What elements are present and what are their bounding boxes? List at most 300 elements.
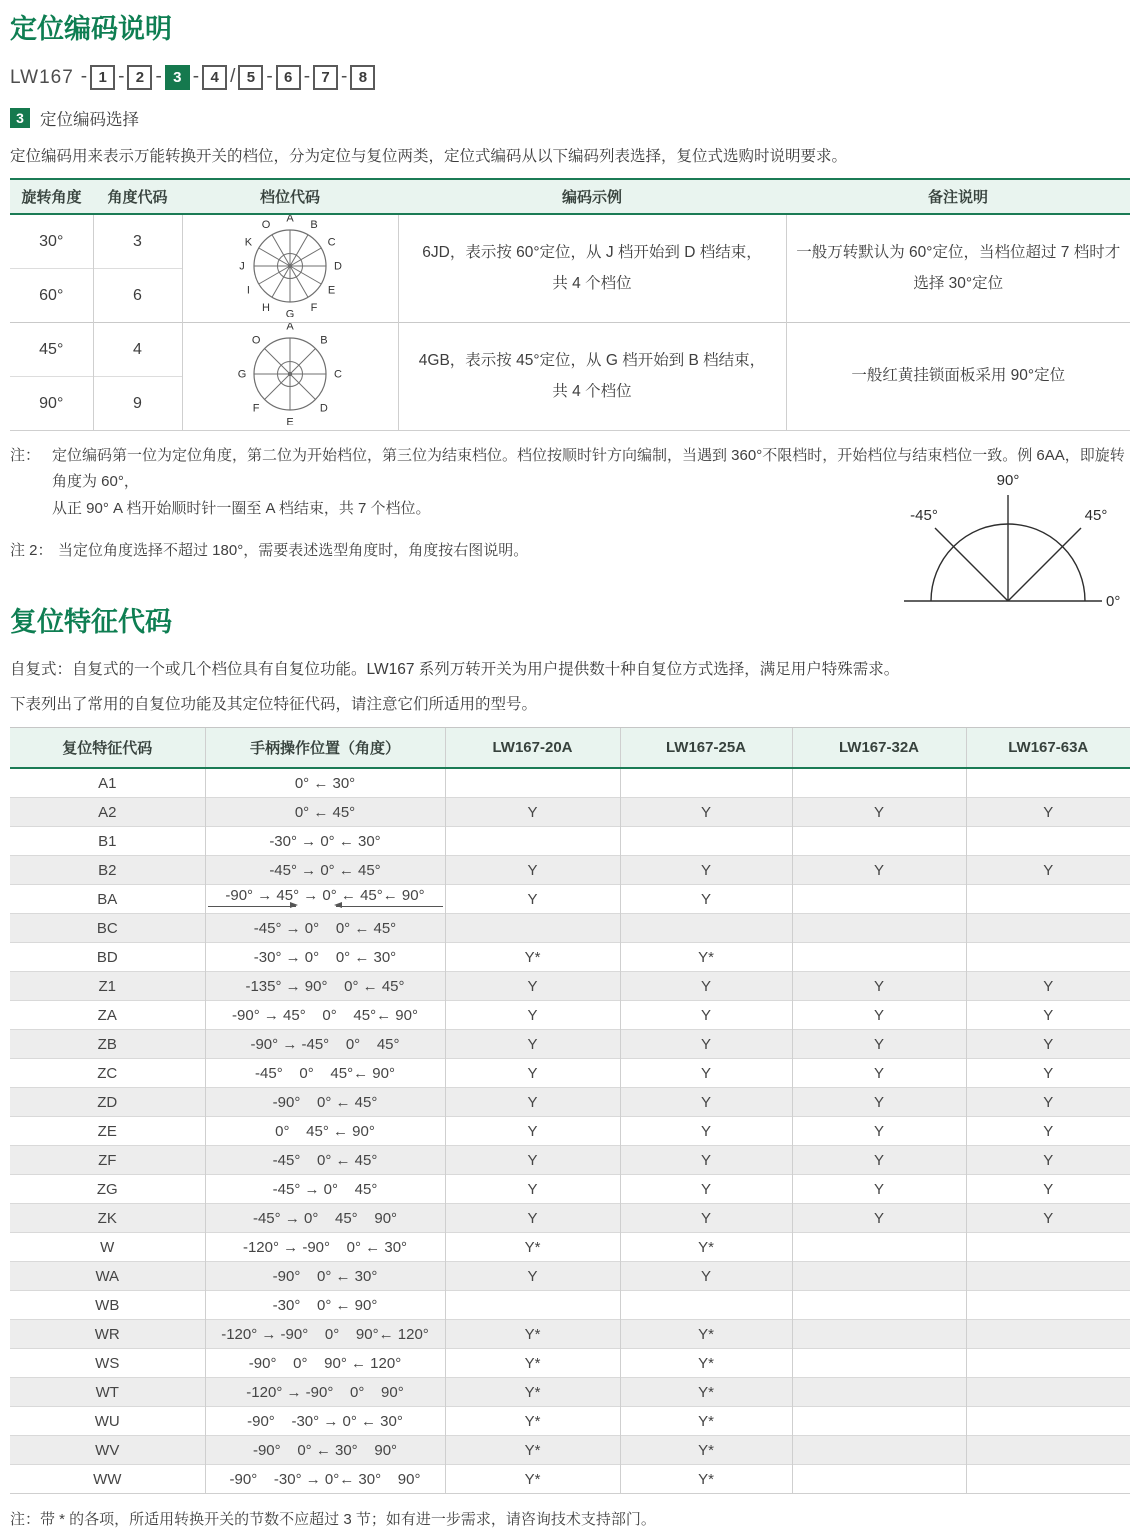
remark-line: 选择 30°定位 bbox=[913, 274, 1004, 292]
model-availability-cell: Y bbox=[620, 885, 792, 914]
reset-code-cell: ZF bbox=[10, 1146, 205, 1175]
model-availability-cell: Y bbox=[792, 1146, 966, 1175]
svg-text:O: O bbox=[251, 334, 261, 347]
table-row bbox=[10, 943, 1130, 972]
model-availability-cell bbox=[792, 1349, 966, 1378]
model-availability-cell: Y bbox=[792, 1175, 966, 1204]
model-availability-cell: Y bbox=[966, 1175, 1130, 1204]
model-availability-cell: Y* bbox=[620, 1349, 792, 1378]
angle-label-90: 90° bbox=[996, 472, 1020, 490]
reset-code-cell: A2 bbox=[10, 798, 205, 827]
model-availability-cell: Y* bbox=[445, 1407, 620, 1436]
model-availability-cell bbox=[792, 1262, 966, 1291]
notes-area bbox=[10, 443, 1130, 611]
model-availability-cell: Y bbox=[445, 1001, 620, 1030]
model-availability-cell bbox=[792, 1407, 966, 1436]
model-availability-cell bbox=[792, 827, 966, 856]
table-row bbox=[10, 885, 1130, 914]
model-availability-cell: Y bbox=[620, 972, 792, 1001]
model-availability-cell: Y bbox=[792, 972, 966, 1001]
model-availability-cell: Y* bbox=[445, 1233, 620, 1262]
left-arrow-icon bbox=[336, 906, 443, 907]
angle-label-0: 0° bbox=[1106, 593, 1121, 611]
model-availability-cell bbox=[966, 1465, 1130, 1494]
model-availability-cell bbox=[620, 914, 792, 943]
model-availability-cell bbox=[620, 768, 792, 798]
handle-position: 0° ← 30° bbox=[294, 774, 356, 792]
example-line: 共 4 个档位 bbox=[552, 274, 632, 292]
section2-paragraph: 自复式：自复式的一个或几个档位具有自复位功能。LW167 系列万转开关为用户提供数十种自复位方式选择，满足用户特殊需求。 bbox=[10, 661, 900, 679]
handle-position: -90° -30° → 0°← 30° 90° bbox=[229, 1470, 421, 1488]
column-header: LW167-63A bbox=[966, 728, 1130, 769]
code-box: 5 bbox=[238, 65, 263, 90]
model-availability-cell: Y bbox=[445, 1088, 620, 1117]
reset-code-cell: ZE bbox=[10, 1117, 205, 1146]
model-availability-cell: Y bbox=[445, 1204, 620, 1233]
model-availability-cell: Y* bbox=[620, 1465, 792, 1494]
reset-feature-code-table bbox=[10, 727, 1130, 1494]
model-availability-cell: Y bbox=[792, 1204, 966, 1233]
model-availability-cell: Y* bbox=[445, 1320, 620, 1349]
svg-text:E: E bbox=[327, 284, 336, 297]
angle-reference-diagram bbox=[898, 465, 1130, 623]
model-availability-cell bbox=[966, 1233, 1130, 1262]
model-availability-cell: Y* bbox=[620, 1320, 792, 1349]
model-availability-cell: Y bbox=[792, 1059, 966, 1088]
model-availability-cell bbox=[966, 827, 1130, 856]
model-availability-cell: Y bbox=[620, 1204, 792, 1233]
svg-text:E: E bbox=[286, 416, 294, 426]
reset-code-cell: ZC bbox=[10, 1059, 205, 1088]
code-separator: - bbox=[80, 66, 88, 88]
table-row bbox=[10, 914, 1130, 943]
column-header: 旋转角度 bbox=[10, 179, 93, 214]
svg-text:G: G bbox=[237, 368, 247, 381]
model-availability-cell: Y bbox=[445, 1117, 620, 1146]
model-availability-cell: Y bbox=[445, 885, 620, 914]
note-text: 当定位角度选择不超过 180°，需要表述选型角度时，角度按右图说明。 bbox=[58, 541, 529, 559]
remark-cell bbox=[786, 323, 1130, 431]
table-row bbox=[10, 214, 1130, 269]
model-availability-cell bbox=[966, 768, 1130, 798]
model-availability-cell: Y bbox=[620, 798, 792, 827]
handle-position: -90° → 45° 0° 45°← 90° bbox=[232, 1006, 418, 1024]
position-cell bbox=[205, 1436, 445, 1465]
model-availability-cell: Y bbox=[445, 798, 620, 827]
model-availability-cell: Y bbox=[445, 1030, 620, 1059]
dial-cell bbox=[182, 214, 398, 323]
model-availability-cell: Y bbox=[792, 856, 966, 885]
position-cell bbox=[205, 768, 445, 798]
table-row bbox=[10, 1378, 1130, 1407]
position-cell bbox=[205, 914, 445, 943]
model-availability-cell: Y bbox=[966, 972, 1130, 1001]
table-row bbox=[10, 1030, 1130, 1059]
model-availability-cell: Y bbox=[445, 972, 620, 1001]
model-availability-cell: Y bbox=[966, 856, 1130, 885]
handle-position: -45° → 0° ← 45° bbox=[269, 861, 381, 879]
example-line: 6JD，表示按 60°定位，从 J 档开始到 D 档结束， bbox=[422, 244, 762, 262]
reset-code-cell: WW bbox=[10, 1465, 205, 1494]
model-availability-cell bbox=[966, 1407, 1130, 1436]
code-separator: / bbox=[230, 66, 236, 88]
table-row bbox=[10, 798, 1130, 827]
model-availability-cell bbox=[966, 885, 1130, 914]
model-availability-cell: Y bbox=[966, 1146, 1130, 1175]
right-arrow-icon bbox=[208, 906, 297, 907]
table-row bbox=[10, 972, 1130, 1001]
svg-text:D: D bbox=[319, 402, 328, 415]
model-availability-cell: Y* bbox=[445, 1349, 620, 1378]
model-availability-cell: Y bbox=[966, 1030, 1130, 1059]
model-availability-cell bbox=[966, 1436, 1130, 1465]
code-box: 7 bbox=[313, 65, 338, 90]
svg-text:A: A bbox=[286, 215, 294, 225]
dial-cell bbox=[182, 323, 398, 431]
handle-position: -120° → -90° 0° 90°← 120° bbox=[221, 1325, 429, 1343]
angle-label-neg45: -45° bbox=[910, 507, 938, 525]
gear-position-dial-12 bbox=[183, 215, 398, 322]
column-header: 编码示例 bbox=[398, 179, 786, 214]
handle-position: -90° → 45° → 0° ← 45°← 90° bbox=[225, 887, 425, 905]
position-cell bbox=[205, 798, 445, 827]
position-cell bbox=[205, 1059, 445, 1088]
code-separator: - bbox=[155, 66, 162, 88]
code-separator: - bbox=[266, 66, 273, 88]
reset-code-cell: WA bbox=[10, 1262, 205, 1291]
table-row bbox=[10, 1465, 1130, 1494]
model-availability-cell: Y bbox=[445, 1262, 620, 1291]
handle-position: -90° 0° 90° ← 120° bbox=[248, 1354, 402, 1372]
model-availability-cell bbox=[792, 914, 966, 943]
code-box: 8 bbox=[350, 65, 375, 90]
svg-text:D: D bbox=[334, 260, 342, 273]
model-availability-cell bbox=[445, 768, 620, 798]
handle-position: -90° 0° ← 30° 90° bbox=[252, 1441, 398, 1459]
svg-text:F: F bbox=[310, 302, 318, 315]
table-row bbox=[10, 1204, 1130, 1233]
note-line: 定位编码第一位为定位角度，第二位为开始档位，第三位为结束档位。档位按顺时针方向编制，当遇到 360°不限档时，开始档位与结束档位一致。例 6AA，即旋转角度为 60°， bbox=[52, 447, 1125, 491]
table-row bbox=[10, 1262, 1130, 1291]
handle-position: -135° → 90° 0° ← 45° bbox=[245, 977, 405, 995]
model-availability-cell bbox=[792, 1465, 966, 1494]
reset-code-cell: WR bbox=[10, 1320, 205, 1349]
section-badge-line bbox=[10, 106, 1130, 130]
table-row bbox=[10, 1059, 1130, 1088]
code-separator: - bbox=[341, 66, 348, 88]
table-row bbox=[10, 768, 1130, 798]
svg-text:C: C bbox=[334, 368, 342, 381]
model-availability-cell bbox=[792, 1378, 966, 1407]
table-row bbox=[10, 1146, 1130, 1175]
model-availability-cell bbox=[792, 885, 966, 914]
table-header-row bbox=[10, 728, 1130, 769]
table-row bbox=[10, 1349, 1130, 1378]
model-availability-cell bbox=[966, 1262, 1130, 1291]
svg-text:K: K bbox=[244, 236, 253, 249]
section-number-badge: 3 bbox=[10, 108, 30, 128]
reset-code-cell: WT bbox=[10, 1378, 205, 1407]
svg-text:A: A bbox=[286, 323, 294, 333]
position-cell bbox=[205, 1378, 445, 1407]
model-availability-cell: Y* bbox=[445, 1378, 620, 1407]
model-availability-cell: Y* bbox=[620, 1378, 792, 1407]
position-cell bbox=[205, 972, 445, 1001]
column-header: 备注说明 bbox=[786, 179, 1130, 214]
reset-code-cell: ZA bbox=[10, 1001, 205, 1030]
svg-text:F: F bbox=[252, 402, 260, 415]
svg-text:J: J bbox=[239, 260, 245, 273]
table-row bbox=[10, 1088, 1130, 1117]
handle-position: -30° → 0° ← 30° bbox=[269, 832, 381, 850]
position-cell bbox=[205, 1204, 445, 1233]
svg-text:H: H bbox=[262, 302, 270, 315]
model-availability-cell bbox=[792, 1291, 966, 1320]
model-availability-cell: Y bbox=[620, 1001, 792, 1030]
model-availability-cell bbox=[966, 1378, 1130, 1407]
intro-paragraph: 定位编码用来表示万能转换开关的档位，分为定位与复位两类，定位式编码从以下编码列表选择，复位式选购时说明要求。 bbox=[10, 148, 848, 166]
model-availability-cell bbox=[966, 1349, 1130, 1378]
note-label: 注 2： bbox=[10, 541, 53, 559]
handle-position: -45° 0° 45°← 90° bbox=[255, 1064, 395, 1082]
angle-code-cell: 3 bbox=[93, 214, 182, 269]
angle-label-45: 45° bbox=[1084, 507, 1108, 525]
model-availability-cell: Y bbox=[966, 1059, 1130, 1088]
model-availability-cell: Y bbox=[966, 1117, 1130, 1146]
model-availability-cell: Y* bbox=[445, 1436, 620, 1465]
reset-code-cell: B1 bbox=[10, 827, 205, 856]
table-row bbox=[10, 1320, 1130, 1349]
position-cell bbox=[205, 1465, 445, 1494]
page-title: 定位编码说明 bbox=[10, 14, 172, 44]
position-cell bbox=[205, 1001, 445, 1030]
model-availability-cell: Y bbox=[792, 798, 966, 827]
position-cell bbox=[205, 1320, 445, 1349]
code-box: 6 bbox=[276, 65, 301, 90]
model-availability-cell bbox=[620, 827, 792, 856]
handle-position: -30° → 0° 0° ← 30° bbox=[253, 948, 397, 966]
remark-line: 一般万转默认为 60°定位，当档位超过 7 档时才 bbox=[796, 244, 1121, 262]
angle-code-cell: 6 bbox=[93, 269, 182, 323]
handle-position: 0° 45° ← 90° bbox=[275, 1122, 375, 1140]
model-availability-cell: Y bbox=[966, 798, 1130, 827]
svg-text:B: B bbox=[320, 334, 328, 347]
svg-text:B: B bbox=[310, 218, 318, 231]
model-availability-cell: Y bbox=[792, 1117, 966, 1146]
example-line: 4GB，表示按 45°定位，从 G 档开始到 B 档结束， bbox=[418, 352, 766, 370]
model-availability-cell: Y* bbox=[445, 943, 620, 972]
reset-code-cell: WB bbox=[10, 1291, 205, 1320]
angle-code-cell: 4 bbox=[93, 323, 182, 377]
handle-position: -120° → -90° 0° ← 30° bbox=[242, 1238, 408, 1256]
model-availability-cell bbox=[445, 1291, 620, 1320]
model-availability-cell: Y bbox=[620, 1059, 792, 1088]
section2-title: 复位特征代码 bbox=[10, 607, 172, 638]
position-cell bbox=[205, 856, 445, 885]
rotation-angle-cell: 45° bbox=[10, 323, 93, 377]
position-cell bbox=[205, 943, 445, 972]
model-availability-cell: Y* bbox=[620, 943, 792, 972]
model-availability-cell: Y bbox=[620, 1030, 792, 1059]
model-availability-cell bbox=[966, 943, 1130, 972]
reset-code-cell: ZD bbox=[10, 1088, 205, 1117]
rotation-angle-cell: 30° bbox=[39, 232, 64, 250]
column-header: LW167-25A bbox=[620, 728, 792, 769]
model-availability-cell: Y bbox=[620, 856, 792, 885]
model-availability-cell bbox=[445, 914, 620, 943]
model-availability-cell: Y bbox=[445, 856, 620, 885]
table-row bbox=[10, 1436, 1130, 1465]
positioning-code-table bbox=[10, 178, 1130, 431]
table-row bbox=[10, 1407, 1130, 1436]
handle-position: -90° -30° → 0° ← 30° bbox=[247, 1412, 403, 1430]
column-header: 手柄操作位置（角度） bbox=[205, 728, 445, 769]
handle-position: -90° 0° ← 30° bbox=[272, 1267, 378, 1285]
table-row bbox=[10, 1117, 1130, 1146]
position-cell bbox=[205, 1146, 445, 1175]
model-availability-cell: Y bbox=[620, 1175, 792, 1204]
handle-position: -90° 0° ← 45° bbox=[272, 1093, 378, 1111]
table-row bbox=[10, 856, 1130, 885]
reset-code-cell: BD bbox=[10, 943, 205, 972]
reset-code-cell: Z1 bbox=[10, 972, 205, 1001]
handle-position: -90° → -45° 0° 45° bbox=[250, 1035, 400, 1053]
model-availability-cell bbox=[620, 1291, 792, 1320]
table-row bbox=[10, 323, 1130, 377]
reset-code-cell: BC bbox=[10, 914, 205, 943]
position-cell bbox=[205, 1262, 445, 1291]
code-box-sequence bbox=[78, 65, 376, 90]
reset-code-cell: WU bbox=[10, 1407, 205, 1436]
code-box: 4 bbox=[202, 65, 227, 90]
position-cell bbox=[205, 1117, 445, 1146]
gear-position-dial-8 bbox=[183, 323, 398, 430]
model-availability-cell: Y* bbox=[620, 1436, 792, 1465]
svg-text:O: O bbox=[261, 218, 271, 231]
section-badge-label: 定位编码选择 bbox=[40, 111, 139, 130]
position-cell bbox=[205, 1233, 445, 1262]
rotation-angle-cell: 60° bbox=[10, 269, 93, 323]
rotation-angle-cell: 90° bbox=[10, 377, 93, 431]
table-row bbox=[10, 1175, 1130, 1204]
model-availability-cell: Y bbox=[792, 1001, 966, 1030]
handle-position: -45° → 0° 45° bbox=[272, 1180, 378, 1198]
model-availability-cell: Y bbox=[620, 1262, 792, 1291]
reset-code-cell: ZK bbox=[10, 1204, 205, 1233]
table-row bbox=[10, 1001, 1130, 1030]
handle-position: -120° → -90° 0° 90° bbox=[246, 1383, 404, 1401]
model-availability-cell: Y bbox=[966, 1001, 1130, 1030]
reset-code-cell: WS bbox=[10, 1349, 205, 1378]
table-row bbox=[10, 1291, 1130, 1320]
model-availability-cell: Y bbox=[620, 1146, 792, 1175]
model-availability-cell: Y bbox=[792, 1088, 966, 1117]
code-separator: - bbox=[192, 66, 200, 88]
model-availability-cell: Y bbox=[966, 1088, 1130, 1117]
code-box: 2 bbox=[127, 65, 152, 90]
model-availability-cell bbox=[792, 1233, 966, 1262]
code-separator: - bbox=[118, 66, 125, 88]
handle-position: -45° → 0° 0° ← 45° bbox=[253, 919, 397, 937]
column-header: LW167-32A bbox=[792, 728, 966, 769]
model-availability-cell bbox=[966, 1291, 1130, 1320]
model-availability-cell bbox=[445, 827, 620, 856]
example-cell bbox=[398, 214, 786, 323]
position-cell bbox=[205, 1030, 445, 1059]
model-availability-cell bbox=[966, 1320, 1130, 1349]
reset-code-cell: BA bbox=[10, 885, 205, 914]
model-availability-cell bbox=[792, 943, 966, 972]
position-cell bbox=[205, 1088, 445, 1117]
angle-code-cell: 9 bbox=[93, 377, 182, 431]
footer-note: 注：带 * 的各项，所适用转换开关的节数不应超过 3 节；如有进一步需求，请咨询技术支持部门。 bbox=[10, 1511, 656, 1529]
svg-text:G: G bbox=[285, 308, 295, 318]
position-cell bbox=[205, 1349, 445, 1378]
model-availability-cell: Y bbox=[792, 1030, 966, 1059]
reset-code-cell: B2 bbox=[10, 856, 205, 885]
model-availability-cell: Y bbox=[445, 1146, 620, 1175]
model-availability-cell bbox=[792, 1320, 966, 1349]
code-separator: - bbox=[303, 66, 311, 88]
position-cell bbox=[205, 1291, 445, 1320]
reset-code-cell: ZG bbox=[10, 1175, 205, 1204]
model-availability-cell: Y bbox=[445, 1059, 620, 1088]
model-availability-cell: Y bbox=[620, 1088, 792, 1117]
reset-code-cell: ZB bbox=[10, 1030, 205, 1059]
position-cell bbox=[205, 827, 445, 856]
column-header: 角度代码 bbox=[93, 179, 182, 214]
model-availability-cell bbox=[792, 768, 966, 798]
section2-paragraph: 下表列出了常用的自复位功能及其定位特征代码，请注意它们所适用的型号。 bbox=[10, 696, 538, 714]
model-availability-cell bbox=[792, 1436, 966, 1465]
example-cell bbox=[398, 323, 786, 431]
handle-position: -45° → 0° 45° 90° bbox=[252, 1209, 398, 1227]
model-availability-cell: Y* bbox=[445, 1465, 620, 1494]
reset-code-cell: W bbox=[10, 1233, 205, 1262]
column-header: 复位特征代码 bbox=[10, 728, 205, 769]
column-header: 档位代码 bbox=[182, 179, 398, 214]
model-availability-cell: Y bbox=[966, 1204, 1130, 1233]
position-cell bbox=[205, 1175, 445, 1204]
remark-cell bbox=[786, 214, 1130, 323]
svg-text:I: I bbox=[246, 284, 250, 297]
table-row bbox=[10, 1233, 1130, 1262]
handle-position: -45° 0° ← 45° bbox=[272, 1151, 378, 1169]
model-availability-cell: Y bbox=[445, 1175, 620, 1204]
handle-position: 0° ← 45° bbox=[294, 803, 356, 821]
code-box: 1 bbox=[90, 65, 115, 90]
svg-text:C: C bbox=[327, 236, 336, 249]
model-availability-cell: Y* bbox=[620, 1407, 792, 1436]
code-box-highlighted: 3 bbox=[165, 65, 190, 90]
handle-position: -30° 0° ← 90° bbox=[272, 1296, 378, 1314]
model-availability-cell: Y bbox=[620, 1117, 792, 1146]
table-row bbox=[10, 827, 1130, 856]
position-cell bbox=[205, 1407, 445, 1436]
note-label: 注： bbox=[10, 447, 41, 465]
model-prefix: LW167 bbox=[10, 66, 74, 88]
column-header: LW167-20A bbox=[445, 728, 620, 769]
travel-arrows bbox=[208, 906, 443, 907]
model-availability-cell: Y* bbox=[620, 1233, 792, 1262]
note-line: 从正 90° A 档开始顺时针一圈至 A 档结束，共 7 个档位。 bbox=[52, 499, 431, 517]
position-cell bbox=[205, 885, 445, 914]
remark-line: 一般红黄挂锁面板采用 90°定位 bbox=[851, 367, 1066, 385]
example-line: 共 4 个档位 bbox=[552, 382, 632, 400]
model-availability-cell bbox=[966, 914, 1130, 943]
model-code-line bbox=[10, 65, 1130, 90]
reset-code-cell: A1 bbox=[98, 774, 117, 792]
